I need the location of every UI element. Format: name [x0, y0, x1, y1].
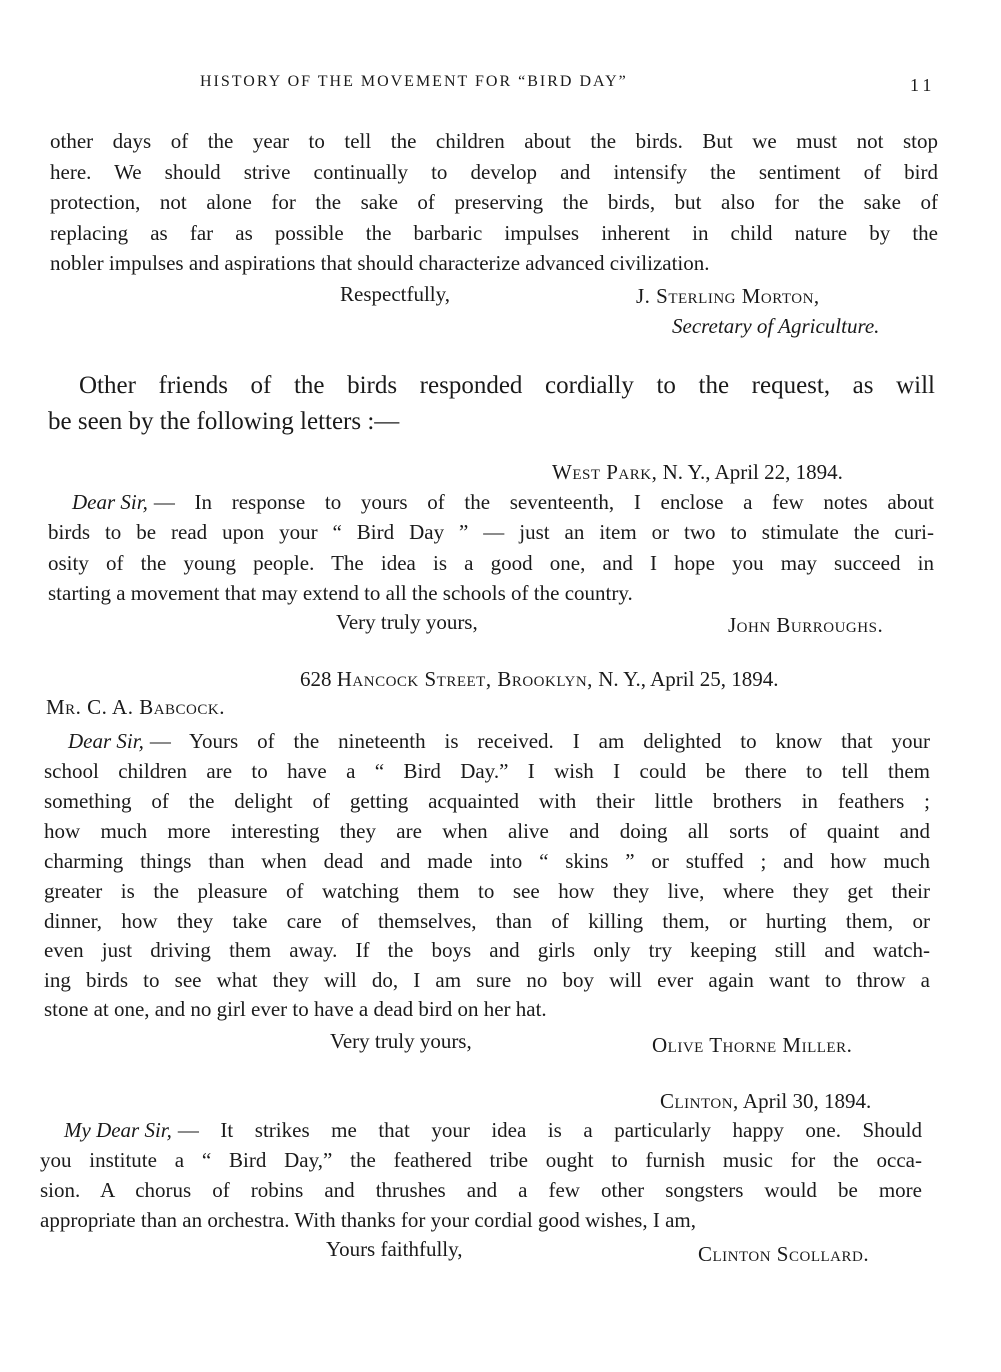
- burroughs-line-3: osity of the young people. The idea is a good one, and I hope you may succeed in: [48, 551, 934, 575]
- scollard-line-4: appropriate than an orchestra. With thanks for your cordial good wishes, I am,: [40, 1208, 696, 1232]
- morton-line-1: other days of the year to tell the children about the birds. But we must not stop: [50, 129, 938, 153]
- intro-line-1: Other friends of the birds responded cordially to the request, as will: [79, 372, 935, 399]
- scollard-signature: Clinton Scollard.: [698, 1242, 870, 1266]
- scollard-closing: Yours faithfully,: [326, 1237, 463, 1261]
- page-number: 11: [910, 75, 936, 95]
- miller-line-1-text: — Yours of the nineteenth is received. I am delighted to know that your: [149, 729, 930, 753]
- morton-closing: Respectfully,: [340, 282, 451, 306]
- miller-line-4: how much more interesting they are when alive and doing all sorts of quaint and: [44, 819, 930, 843]
- intro-line-2: be seen by the following letters :—: [48, 408, 400, 435]
- morton-signature: J. Sterling Morton,: [636, 284, 820, 308]
- miller-address: Hancock Street, Brooklyn,: [336, 667, 593, 691]
- miller-salutation: Dear Sir,: [68, 729, 144, 753]
- miller-dateline: [300, 669, 778, 690]
- burroughs-line-1: [72, 492, 934, 513]
- scollard-line-1: [64, 1120, 922, 1141]
- running-title: HISTORY OF THE MOVEMENT FOR “BIRD DAY”: [200, 73, 628, 90]
- burroughs-signature: John Burroughs.: [728, 613, 884, 637]
- miller-closing: Very truly yours,: [330, 1029, 472, 1053]
- scollard-line-2: you institute a “ Bird Day,” the feathered tribe ought to furnish music for the occa-: [40, 1148, 922, 1172]
- burroughs-line-4: starting a movement that may extend to all the schools of the country.: [48, 581, 633, 605]
- burroughs-closing: Very truly yours,: [336, 610, 478, 634]
- miller-line-5: charming things than when dead and made into “ skins ” or stuffed ; and how much: [44, 849, 930, 873]
- burroughs-dateline: [552, 462, 843, 483]
- scollard-date: April 30, 1894.: [742, 1089, 872, 1113]
- burroughs-date: N. Y., April 22, 1894.: [662, 460, 843, 484]
- morton-line-3: protection, not alone for the sake of preserving the birds, but also for the sake of: [50, 190, 938, 214]
- miller-signature: Olive Thorne Miller.: [652, 1033, 853, 1057]
- miller-line-2: school children are to have a “ Bird Day.” I wish I could be there to tell them: [44, 759, 930, 783]
- scollard-line-3: sion. A chorus of robins and thrushes and a few other songsters would be more: [40, 1178, 922, 1202]
- miller-line-1: [68, 731, 930, 752]
- miller-recipient: Mr. C. A. Babcock.: [46, 695, 225, 719]
- morton-line-4: replacing as far as possible the barbaric impulses inherent in child nature by the: [50, 221, 938, 245]
- miller-date: N. Y., April 25, 1894.: [598, 667, 779, 691]
- miller-line-10: stone at one, and no girl ever to have a dead bird on her hat.: [44, 997, 547, 1021]
- burroughs-line-2: birds to be read upon your “ Bird Day ” — just an item or two to stimulate the curi-: [48, 520, 934, 544]
- burroughs-salutation: Dear Sir,: [72, 490, 148, 514]
- burroughs-place: West Park,: [552, 460, 658, 484]
- morton-line-5: nobler impulses and aspirations that should characterize advanced civilization.: [50, 251, 710, 275]
- miller-address-num: 628: [300, 667, 332, 691]
- scollard-line-1-text: — It strikes me that your idea is a particularly happy one. Should: [177, 1118, 922, 1142]
- morton-line-2: here. We should strive continually to develop and intensify the sentiment of bird: [50, 160, 938, 184]
- miller-line-8: even just driving them away. If the boys and girls only try keeping still and watch-: [44, 938, 930, 962]
- miller-line-3: something of the delight of getting acquainted with their little brothers in feathers ;: [44, 789, 930, 813]
- morton-title: Secretary of Agriculture.: [672, 314, 880, 338]
- scollard-salutation: My Dear Sir,: [64, 1118, 172, 1142]
- scollard-place: Clinton,: [660, 1089, 739, 1113]
- miller-line-6: greater is the pleasure of watching them to see how they live, where they get their: [44, 879, 930, 903]
- scollard-dateline: [660, 1091, 871, 1112]
- miller-line-7: dinner, how they take care of themselves, than of killing them, or hurting them, or: [44, 909, 930, 933]
- burroughs-line-1-text: — In response to yours of the seventeenth, I enclose a few notes about: [153, 490, 934, 514]
- miller-line-9: ing birds to see what they will do, I am sure no boy will ever again want to throw a: [44, 968, 930, 992]
